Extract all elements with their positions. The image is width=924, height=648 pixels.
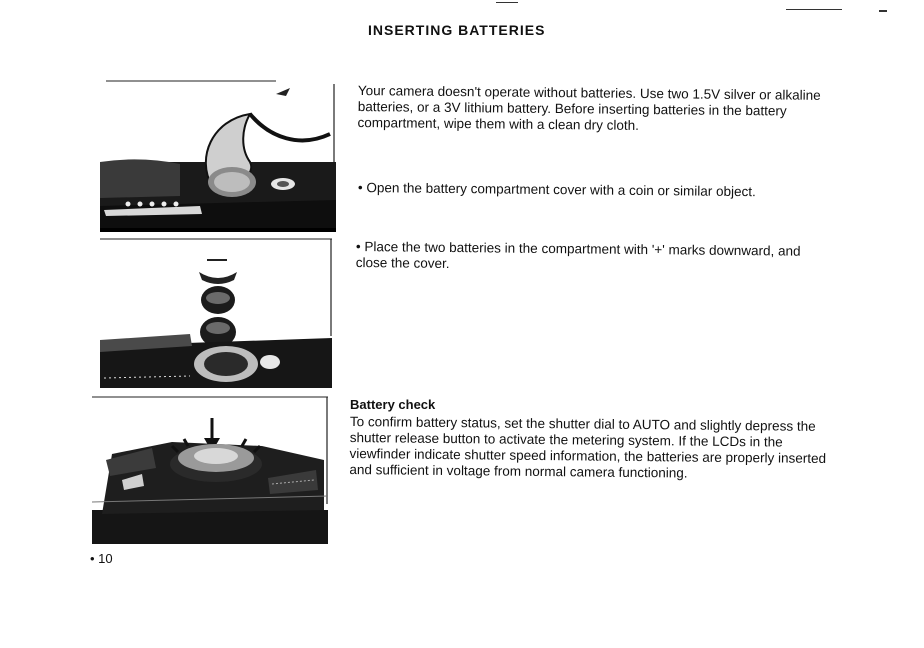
battery-cover-photo — [100, 78, 336, 232]
top-scan-mark — [496, 2, 518, 3]
place-batteries-step: • Place the two batteries in the compartment with '+' marks downward, and close the cover. — [355, 239, 801, 271]
battery-check-heading: Battery check — [350, 397, 436, 412]
open-cover-step: • Open the battery compartment cover with a coin or similar object. — [357, 180, 756, 200]
corner-scan-mark — [879, 10, 887, 12]
intro-paragraph: Your camera doesn't operate without batteries. Use two 1.5V silver or alkaline batteries, or a 3V lithium battery. Before inserting batteries in the battery compartment, wipe them with a clean dry cloth. — [357, 83, 821, 133]
top-right-scan-mark — [786, 9, 842, 10]
shutter-dial-photo — [92, 394, 328, 544]
battery-check-paragraph: To confirm battery status, set the shutter dial to AUTO and slightly depress the shutter release button to activate the metering system. If the LCDs in the viewfinder indicate shutter speed information, the batteries are properly inserted and sufficient in voltage from normal camera functioning. — [349, 414, 827, 481]
page-number: • 10 — [90, 551, 113, 566]
battery-insertion-photo — [100, 236, 332, 388]
page-title: INSERTING BATTERIES — [368, 22, 546, 38]
